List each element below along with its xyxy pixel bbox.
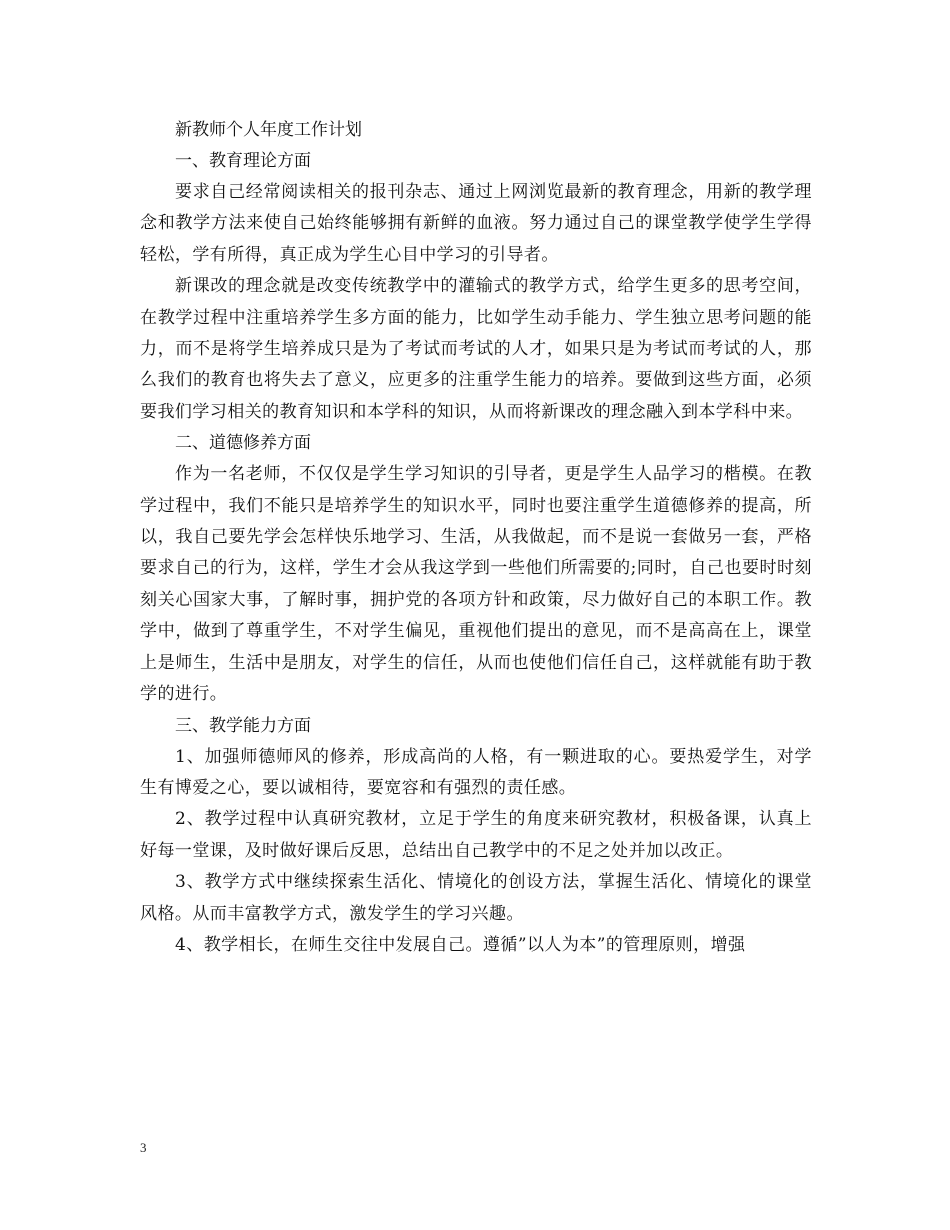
paragraph: 新课改的理念就是改变传统教学中的灌输式的教学方式，给学生更多的思考空间，在教学过程中注重培养学生多方面的能力，比如学生动手能力、学生独立思考问题的能力，而不是将学生培养成只是为了考试而考试的人才，如果只是为考试而考试的人，那么我们的教育也将失去了意义，应更多的注重学生能力的培养。要做到这些方面，必须要我们学习相关的教育知识和本学科的知识，从而将新课改的理念融入到本学科中来。 (140, 276, 812, 422)
page-number: 3 (140, 1140, 147, 1155)
document-title: 新教师个人年度工作计划 (175, 120, 362, 140)
list-item: 3、教学方式中继续探索生活化、情境化的创设方法，掌握生活化、情境化的课堂风格。从而丰富教学方式，激发学生的学习兴趣。 (140, 872, 812, 924)
list-item: 4、教学相长，在师生交往中发展自己。遵循”以人为本”的管理原则，增强 (175, 934, 746, 955)
list-item: 1、加强师德师风的修养，形成高尚的人格，有一颗进取的心。要热爱学生，对学生有博爱之心，要以诚相待，要宽容和有强烈的责任感。 (140, 746, 812, 798)
document-body (140, 115, 812, 961)
section-heading-moral-cultivation: 二、道德修养方面 (175, 433, 311, 454)
paragraph: 作为一名老师，不仅仅是学生学习知识的引导者，更是学生人品学习的楷模。在教学过程中，我们不能只是培养学生的知识水平，同时也要注重学生道德修养的提高，所以，我自己要先学会怎样快乐地学习、生活，从我做起，而不是说一套做另一套，严格要求自己的行为，这样，学生才会从我这学到一些他们所需要的;同时，自己也要时时刻刻关心国家大事，了解时事，拥护党的各项方针和政策，尽力做好自己的本职工作。教学中，做到了尊重学生，不对学生偏见，重视他们提出的意见，而不是高高在上，课堂上是师生，生活中是朋友，对学生的信任，从而也使他们信任自己，这样就能有助于教学的进行。 (140, 464, 812, 705)
section-heading-teaching-ability: 三、教学能力方面 (175, 715, 311, 736)
paragraph: 要求自己经常阅读相关的报刊杂志、通过上网浏览最新的教育理念，用新的教学理念和教学方法来使自己始终能够拥有新鲜的血液。努力通过自己的课堂教学使学生学得轻松，学有所得，真正成为学生心目中学习的引导者。 (140, 182, 812, 265)
section-heading-education-theory: 一、教育理论方面 (175, 151, 311, 171)
list-item: 2、教学过程中认真研究教材，立足于学生的角度来研究教材，积极备课，认真上好每一堂课，及时做好课后反思，总结出自己教学中的不足之处并加以改正。 (140, 809, 812, 861)
